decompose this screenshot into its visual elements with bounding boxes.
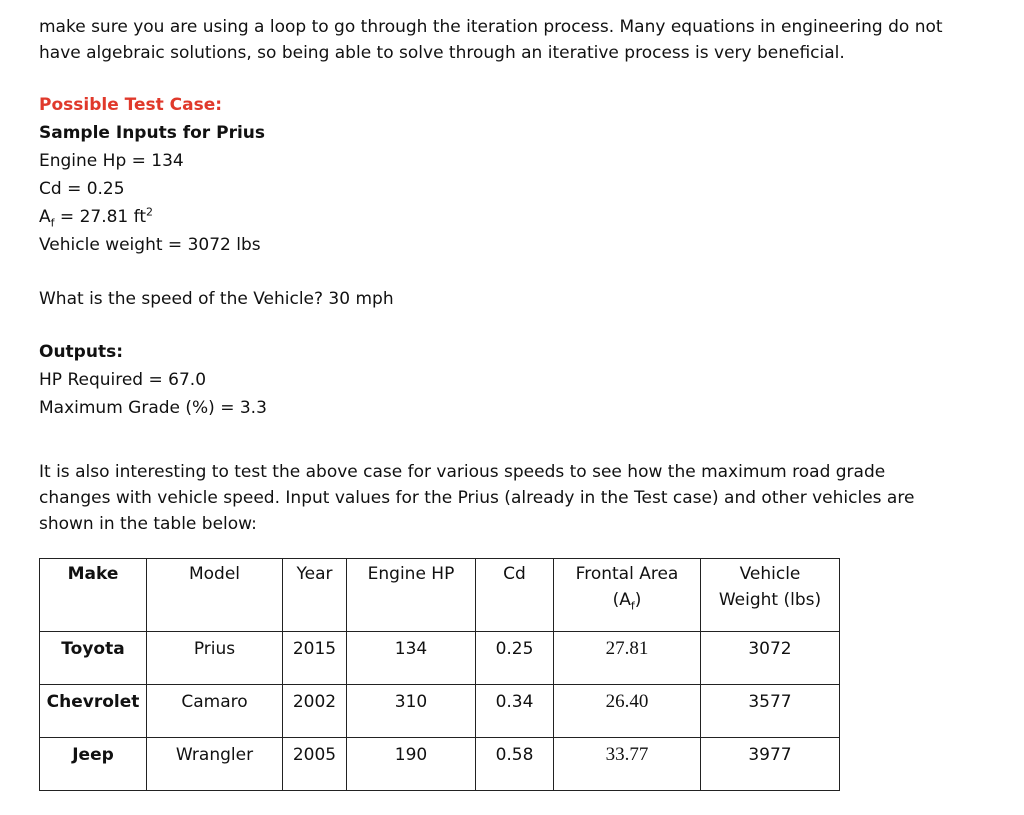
- cell-make: Jeep: [40, 738, 147, 791]
- cell-weight: 3577: [701, 685, 840, 738]
- cell-engine-hp: 190: [347, 738, 476, 791]
- cell-cd: 0.34: [476, 685, 554, 738]
- engine-hp-line: Engine Hp = 134: [39, 151, 184, 171]
- table-header-row: [40, 559, 840, 632]
- inputs-heading: Sample Inputs for Prius: [39, 123, 266, 143]
- af-subscript: f: [50, 216, 55, 230]
- cell-engine-hp: 310: [347, 685, 476, 738]
- af-value: = 27.81 ft: [54, 207, 146, 227]
- af-line: [39, 203, 989, 231]
- cell-weight: 3977: [701, 738, 840, 791]
- outputs-heading: Outputs:: [39, 342, 123, 362]
- cell-cd: 0.58: [476, 738, 554, 791]
- header-frontal-area-line1: Frontal Area: [575, 564, 679, 584]
- cell-year: 2002: [283, 685, 347, 738]
- vehicle-table: [39, 558, 840, 791]
- cell-cd: 0.25: [476, 632, 554, 685]
- header-engine-hp: Engine HP: [347, 559, 476, 632]
- cell-make: Toyota: [40, 632, 147, 685]
- cell-year: 2005: [283, 738, 347, 791]
- cell-model: Camaro: [147, 685, 283, 738]
- header-make: Make: [40, 559, 147, 632]
- weight-line: Vehicle weight = 3072 lbs: [39, 235, 261, 255]
- cell-frontal-area: 33.77: [554, 738, 701, 791]
- cd-line: Cd = 0.25: [39, 179, 125, 199]
- cell-frontal-area: 27.81: [554, 632, 701, 685]
- test-case-heading: Possible Test Case:: [39, 95, 223, 115]
- header-cd: Cd: [476, 559, 554, 632]
- header-vehicle-weight: Vehicle Weight (lbs): [701, 559, 840, 632]
- header-frontal-area: Frontal Area $(A_f)$: [554, 559, 701, 632]
- table-row: [40, 738, 840, 791]
- cell-engine-hp: 134: [347, 632, 476, 685]
- table-intro-paragraph: It is also interesting to test the above case for various speeds to see how the maximum road grade changes with vehicle speed. Input values for the Prius (already in the Test case) and other vehicles are shown in the table below:: [39, 462, 915, 534]
- max-grade-line: Maximum Grade (%) = 3.3: [39, 398, 267, 418]
- af-symbol: A: [39, 207, 51, 227]
- cell-frontal-area: 26.40: [554, 685, 701, 738]
- cell-weight: 3072: [701, 632, 840, 685]
- table-row: [40, 632, 840, 685]
- cell-model: Prius: [147, 632, 283, 685]
- cell-model: Wrangler: [147, 738, 283, 791]
- header-model: Model: [147, 559, 283, 632]
- cell-year: 2015: [283, 632, 347, 685]
- document-body: [39, 14, 989, 537]
- speed-question: What is the speed of the Vehicle? 30 mph: [39, 289, 394, 309]
- af-superscript: 2: [146, 205, 153, 219]
- intro-paragraph: make sure you are using a loop to go through the iteration process. Many equations in engineering do not have algebraic solutions, so being able to solve through an iterative process is very beneficial.: [39, 17, 943, 63]
- hp-required-line: HP Required = 67.0: [39, 370, 207, 390]
- header-year: Year: [283, 559, 347, 632]
- table-row: [40, 685, 840, 738]
- cell-make: Chevrolet: [40, 685, 147, 738]
